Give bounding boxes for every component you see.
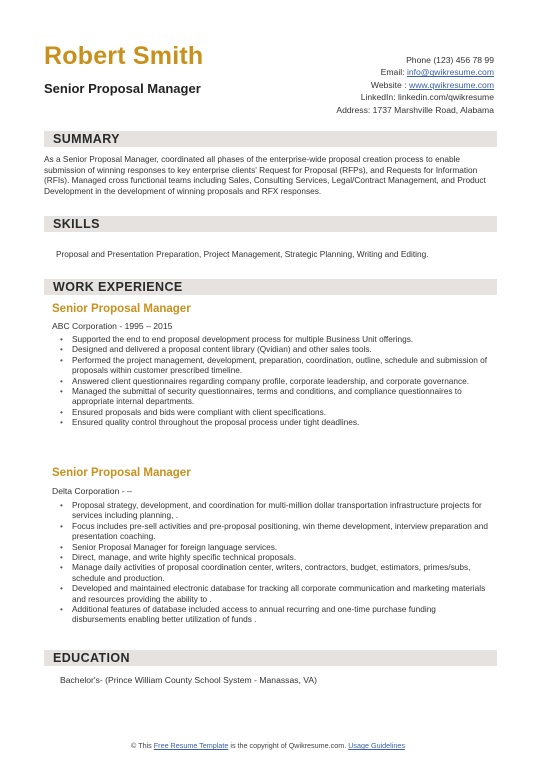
list-item: • Designed and delivered a proposal content library (Qvidian) and other sales tools. — [60, 344, 492, 354]
website-link[interactable]: www.qwikresume.com — [408, 79, 494, 90]
education-text: Bachelor's- (Prince William County School System - Manassas, VA) — [60, 675, 317, 685]
free-resume-template-link[interactable]: Free Resume Template — [153, 741, 229, 750]
list-item: • Manage daily activities of proposal coordination center, writers, contractors, budget, estimators, primes/subs, schedule and production. — [60, 562, 492, 583]
list-item: • Supported the end to end proposal development process for multiple Business Unit offerings. — [60, 334, 492, 344]
list-item: • Senior Proposal Manager for foreign language services. — [60, 542, 492, 552]
summary-section-header — [44, 131, 497, 147]
list-item: • Managed the submittal of security questionnaires, terms and conditions, and compliance questionnaires to appropriate internal departments. — [60, 386, 492, 407]
contact-phone: Phone (123) 456 78 99 — [406, 55, 494, 65]
skills-text: Proposal and Presentation Preparation, Project Management, Strategic Planning, Writing and Editing. — [56, 249, 429, 259]
experience-heading: WORK EXPERIENCE — [53, 280, 183, 294]
education-heading: EDUCATION — [53, 651, 130, 665]
list-item: • Answered client questionnaires regarding company profile, corporate leadership, and corporate governance. — [60, 376, 492, 386]
job-1-company: ABC Corporation - 1995 – 2015 — [52, 321, 173, 331]
list-item: • Ensured quality control throughout the proposal process under tight deadlines. — [60, 417, 492, 427]
usage-guidelines-link[interactable]: Usage Guidelines — [348, 741, 405, 750]
job-2-role: Senior Proposal Manager — [52, 467, 191, 479]
summary-text: As a Senior Proposal Manager, coordinated all phases of the enterprise-wide proposal creation process to enable submission of winning responses to key enterprise clients' Request for Proposal (RFPs), and Requests for Information (RFIs). Managed cross functional teams including Sales, Consulting Services, Legal/Contract Management, and Product Development in the development of winning proposals and RFX responses. — [44, 154, 486, 196]
skills-heading: SKILLS — [53, 217, 100, 231]
contact-email: Email: info@qwikresume.com — [380, 67, 494, 78]
job-1-role: Senior Proposal Manager — [52, 303, 191, 315]
list-item: • Performed the project management, development, preparation, coordination, outline, schedule and submission of proposals within customer prescribed timeline. — [60, 355, 492, 376]
list-item: • Focus includes pre-sell activities and pre-proposal positioning, win theme development, interview preparation and presentation coaching. — [60, 521, 492, 542]
footer: © This Free Resume Template is the copyright of Qwikresume.com. Usage Guidelines — [131, 741, 405, 750]
contact-website: Website : www.qwikresume.com — [370, 79, 494, 90]
job-2-bullets — [60, 500, 492, 625]
email-link[interactable]: info@qwikresume.com — [406, 67, 494, 78]
list-item: • Proposal strategy, development, and coordination for multi-million dollar transportation infrastructure projects for services including planning, . — [60, 500, 492, 521]
contact-block — [336, 54, 494, 116]
candidate-name: Robert Smith — [44, 42, 204, 70]
list-item: • Ensured proposals and bids were compliant with client specifications. — [60, 407, 492, 417]
list-item: • Additional features of database included access to annual recurring and one-time purchase funding disbursements enabling better utilization of funds . — [60, 604, 492, 625]
job-2-company: Delta Corporation - – — [52, 486, 132, 496]
candidate-title: Senior Proposal Manager — [44, 81, 201, 96]
experience-section-header — [44, 279, 497, 295]
job-1-bullets — [60, 334, 492, 428]
contact-linkedin: LinkedIn: linkedin.com/qwikresume — [360, 92, 494, 103]
list-item: • Developed and maintained electronic database for tracking all corporate communication and marketing materials and resources providing the ability to . — [60, 583, 492, 604]
education-section-header — [44, 650, 497, 666]
summary-heading: SUMMARY — [53, 132, 120, 146]
contact-address: Address: 1737 Marshville Road, Alabama — [336, 104, 494, 115]
skills-section-header — [44, 216, 497, 232]
list-item: • Direct, manage, and write highly specific technical proposals. — [60, 552, 492, 562]
